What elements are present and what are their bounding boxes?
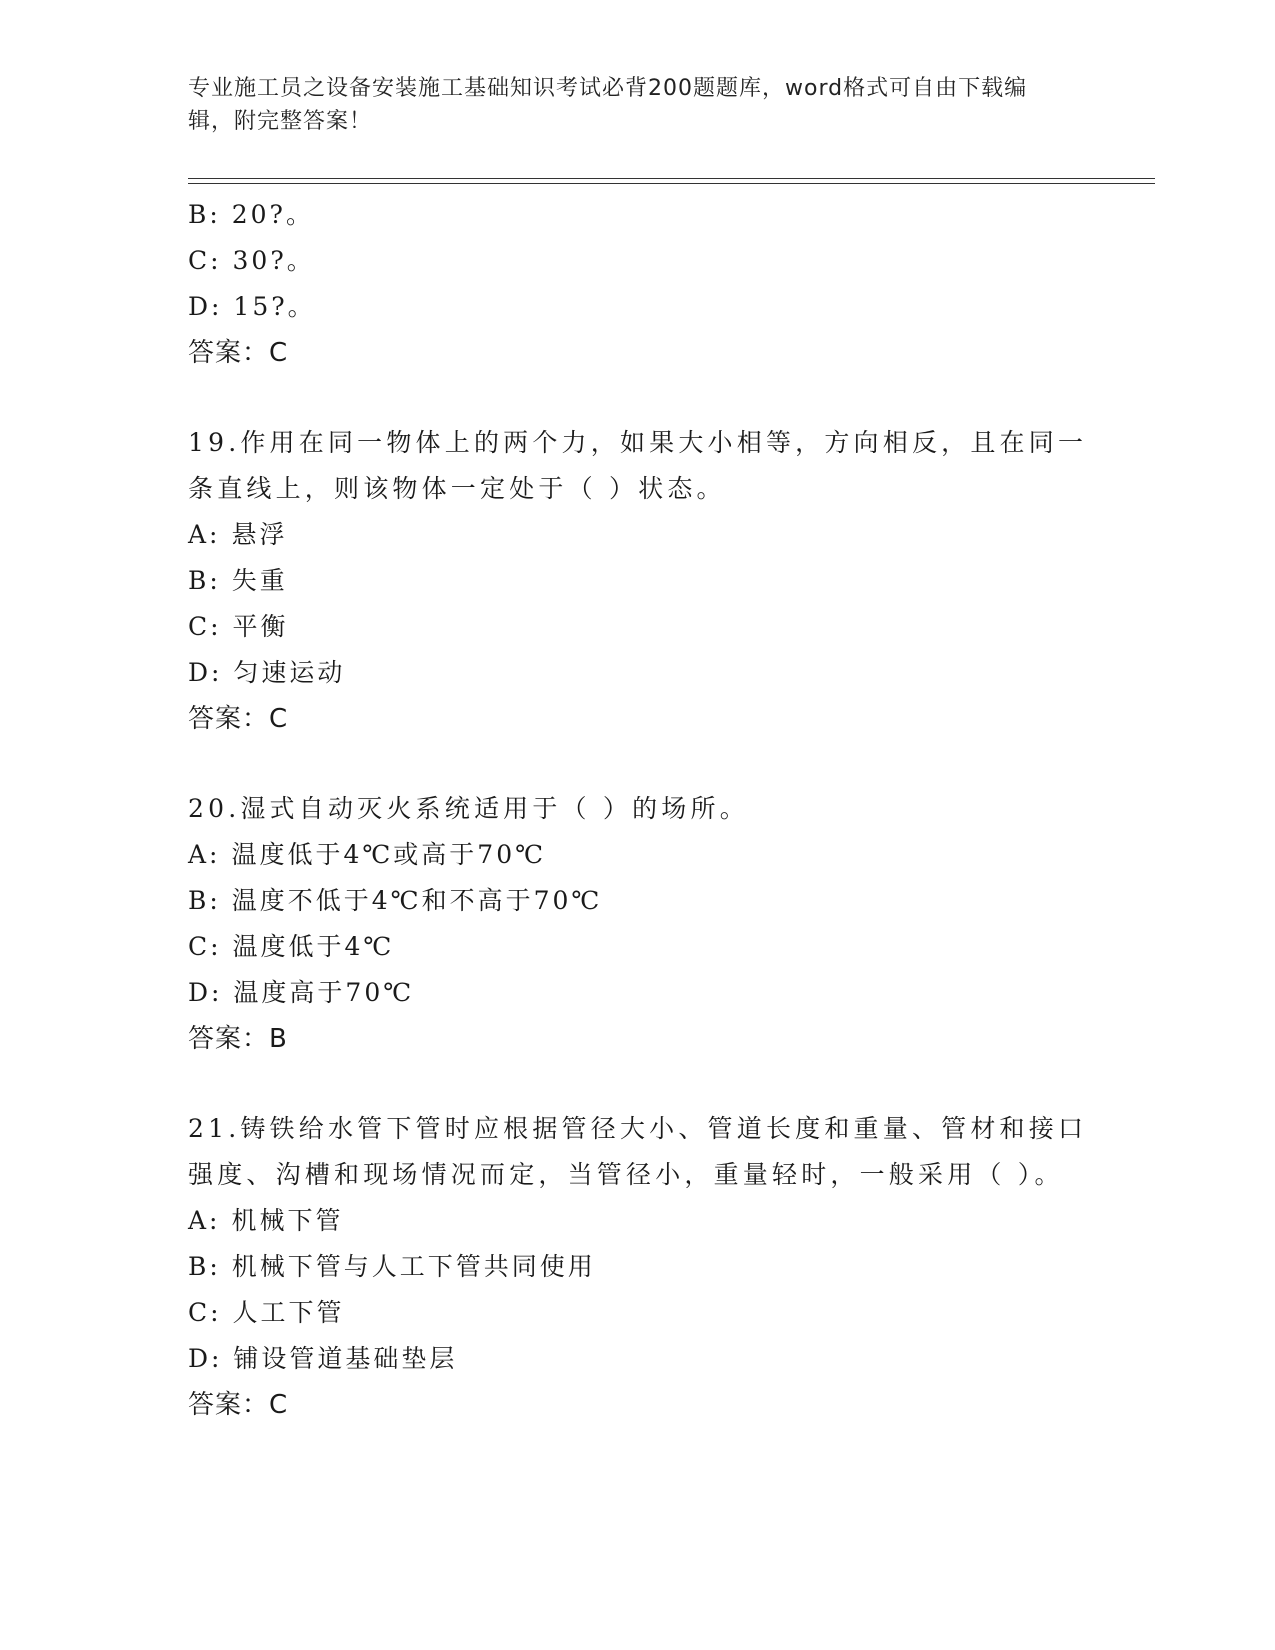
option-a: A: 悬浮 — [188, 520, 288, 549]
option-b: B: 温度不低于4℃和不高于70℃ — [188, 886, 603, 915]
option-d: D: 匀速运动 — [188, 658, 346, 687]
option-a: A: 温度低于4℃或高于70℃ — [188, 840, 547, 869]
option-b: B: 失重 — [188, 566, 288, 595]
header-divider — [188, 178, 1155, 184]
question-19 — [188, 420, 1088, 742]
answer-line: 答案：C — [188, 338, 289, 368]
question-text: 19.作用在同一物体上的两个力，如果大小相等，方向相反，且在同一条直线上，则该物体一定处于（ ）状态。 — [188, 428, 1088, 503]
answer-line: 答案：C — [188, 704, 289, 734]
option-b: B: 20?。 — [188, 200, 314, 229]
option-a: A: 机械下管 — [188, 1206, 344, 1235]
option-c: C: 温度低于4℃ — [188, 932, 395, 961]
question-list — [188, 192, 1088, 1428]
question-text: 20.湿式自动灭火系统适用于（ ）的场所。 — [188, 794, 749, 823]
question-text: 21.铸铁给水管下管时应根据管径大小、管道长度和重量、管材和接口强度、沟槽和现场情况而定，当管径小，重量轻时，一般采用（ ）。 — [188, 1114, 1088, 1189]
option-c: C: 30?。 — [188, 246, 315, 275]
answer-line: 答案：B — [188, 1024, 288, 1054]
option-c: C: 人工下管 — [188, 1298, 345, 1327]
option-d: D: 温度高于70℃ — [188, 978, 415, 1007]
option-b: B: 机械下管与人工下管共同使用 — [188, 1252, 596, 1281]
option-d: D: 铺设管道基础垫层 — [188, 1344, 458, 1373]
option-d: D: 15?。 — [188, 292, 316, 321]
answer-line: 答案：C — [188, 1390, 289, 1420]
question-18-continuation — [188, 192, 1088, 376]
question-21 — [188, 1106, 1088, 1428]
option-c: C: 平衡 — [188, 612, 289, 641]
question-20 — [188, 786, 1088, 1062]
page-header: 专业施工员之设备安装施工基础知识考试必背200题题库，word格式可自由下载编辑，附完整答案！ — [188, 76, 1028, 134]
